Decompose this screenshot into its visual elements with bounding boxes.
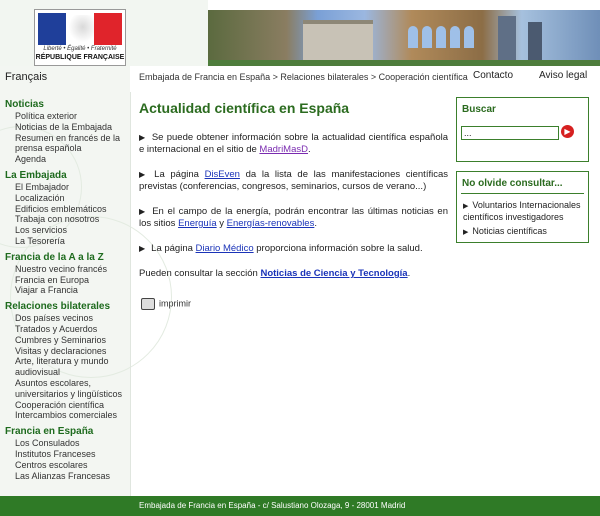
sidebar-item[interactable]: Nuestro vecino francés [15, 263, 108, 274]
sidebar-item[interactable]: Agenda [15, 154, 47, 165]
search-box [456, 97, 589, 162]
sidebar-item[interactable]: Edificios emblemáticos [15, 203, 107, 214]
logo-motto: Liberté • Égalité • Fraternité [43, 46, 117, 52]
sidebar-item[interactable]: Intercambios comerciales [15, 410, 118, 421]
sidebar-item[interactable]: Institutos Franceses [15, 448, 96, 459]
breadcrumb[interactable]: Embajada de Francia en España > Relaciones bilaterales > Cooperación científica [139, 72, 468, 82]
sidebar-item[interactable]: Las Alianzas Francesas [15, 470, 111, 481]
sidebar-category-relaciones[interactable]: Relaciones bilaterales [5, 301, 111, 313]
printer-icon [141, 298, 155, 310]
sidebar-item[interactable]: Cumbres y Seminarios [15, 334, 107, 345]
arrow-bullet-icon: ▶ [463, 229, 469, 236]
search-input[interactable]: ... [461, 126, 559, 140]
sidebar-divider [130, 92, 131, 496]
paragraph: ▶ La página DisEven da la lista de las manifestaciones científicas previstas (conferencias, congresos, seminarios, cursos de verano...) [139, 169, 448, 192]
sidebar-item[interactable]: Tratados y Acuerdos [15, 323, 98, 334]
sidebar-item[interactable]: El Embajador [15, 181, 70, 192]
logo-republique: RÉPUBLIQUE FRANÇAISE [35, 54, 125, 61]
energias-renovables-link[interactable]: Energías-renovables [226, 218, 315, 229]
sidebar-item[interactable]: audiovisual [15, 367, 61, 378]
consult-item-noticias[interactable]: ▶ Noticias científicas [463, 226, 547, 236]
arrow-bullet-icon: ▶ [463, 203, 469, 210]
paragraph: ▶ En el campo de la energía, podrán encontrar las últimas noticias en los sitios Energuía y Energías-renovables. [139, 206, 449, 229]
sidebar-item[interactable]: Cooperación científica [15, 399, 105, 410]
diario-medico-link[interactable]: Diario Médico [195, 243, 254, 254]
contact-link[interactable]: Contacto [473, 70, 514, 81]
consult-title: No olvide consultar... [462, 178, 563, 189]
paragraph: ▶ Se puede obtener información sobre la actualidad científica española e internacional en el sitio de MadriMasD. [139, 132, 449, 155]
footer [0, 496, 600, 516]
paragraph: ▶ La página Diario Médico proporciona información sobre la salud. [139, 243, 423, 254]
arrow-bullet-icon: ▶ [139, 244, 146, 253]
sidebar-nav [0, 99, 130, 481]
page-title: Actualidad científica en España [139, 100, 350, 116]
sidebar-category-embajada[interactable]: La Embajada [5, 169, 67, 181]
sidebar-item[interactable]: Arte, literatura y mundo [15, 356, 109, 367]
legal-notice-link[interactable]: Aviso legal [539, 70, 588, 81]
diseven-link[interactable]: DisEven [204, 169, 240, 180]
arrow-bullet-icon: ▶ [139, 207, 147, 216]
sidebar-item[interactable]: Los Consulados [15, 438, 80, 449]
sidebar-item[interactable]: La Tesorería [15, 235, 65, 246]
paragraph: Pueden consultar la sección Noticias de Ciencia y Tecnología. [139, 268, 411, 279]
search-go-icon[interactable]: ▶ [561, 125, 574, 138]
energuia-link[interactable]: Energuía [178, 218, 217, 229]
print-button[interactable]: imprimir [141, 298, 191, 310]
noticias-ciencia-link[interactable]: Noticias de Ciencia y Tecnología [260, 268, 408, 279]
sidebar-item[interactable]: Política exterior [15, 111, 78, 121]
main-content [139, 100, 448, 293]
sidebar-item[interactable]: Asuntos escolares, [15, 377, 92, 388]
sidebar-category-noticias[interactable]: Noticias [5, 99, 44, 110]
arrow-bullet-icon: ▶ [139, 170, 149, 179]
sidebar-category-francia-espana[interactable]: Francia en España [5, 426, 94, 438]
sidebar-item[interactable]: Centros escolares [15, 459, 88, 470]
madrimasd-link[interactable]: MadriMasD [259, 144, 308, 155]
sidebar-item[interactable]: Dos países vecinos [15, 313, 94, 324]
marianne-flag-emblem [38, 13, 122, 45]
sidebar-category-francia-az[interactable]: Francia de la A a la Z [5, 251, 104, 263]
sidebar-item[interactable]: Francia en Europa [15, 274, 90, 285]
sidebar-item[interactable]: Visitas y declaraciones [15, 345, 107, 356]
republique-francaise-logo[interactable] [34, 9, 126, 66]
sidebar-item[interactable]: Resumen en francés de la [15, 132, 121, 143]
sidebar-item[interactable]: prensa española [15, 143, 82, 154]
language-link[interactable]: Français [5, 71, 48, 83]
sidebar-item[interactable]: Localización [15, 192, 65, 203]
search-title: Buscar [462, 104, 496, 115]
header-photo-strip [208, 10, 600, 66]
sidebar-item[interactable]: Los servicios [15, 225, 68, 236]
footer-address: Embajada de Francia en España - c/ Salustiano Olozaga, 9 - 28001 Madrid [139, 501, 406, 510]
sidebar-item[interactable]: Noticias de la Embajada [15, 121, 113, 132]
arrow-bullet-icon: ▶ [139, 133, 146, 142]
sidebar-item[interactable]: Viajar a Francia [15, 285, 78, 296]
sidebar-item[interactable]: universitarios y lingüísticos [15, 388, 123, 399]
consult-item-voluntarios[interactable]: ▶ Voluntarios Internacionales científicos investigadores [463, 200, 581, 222]
consult-box [456, 171, 589, 243]
sidebar-item[interactable]: Trabaja con nosotros [15, 214, 100, 225]
header [0, 0, 600, 66]
